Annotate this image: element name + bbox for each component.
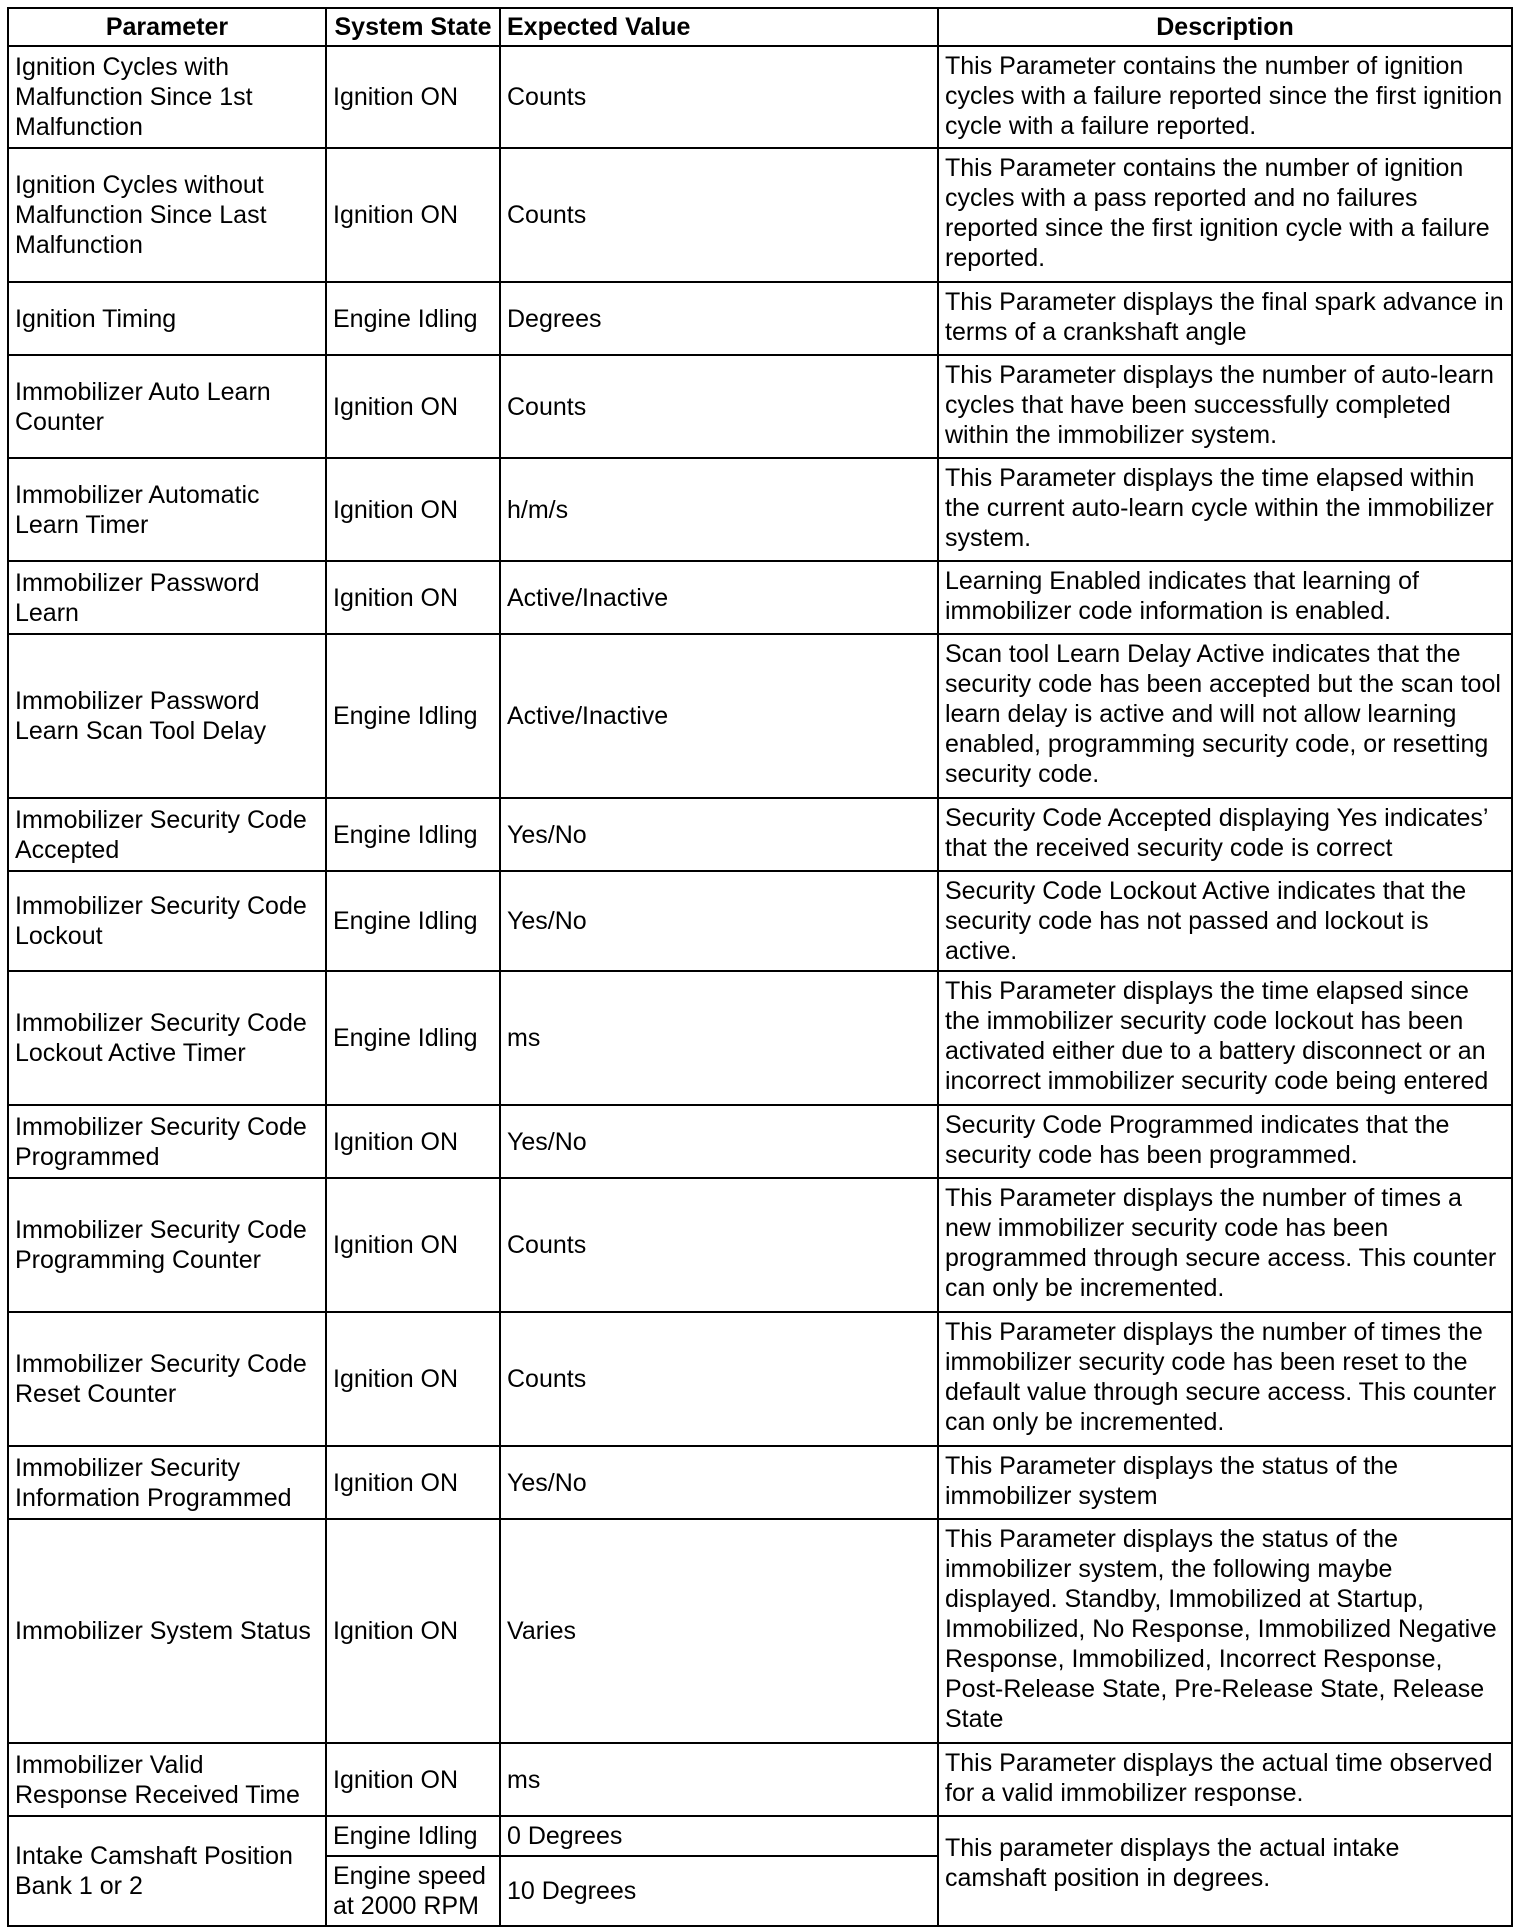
cell-system-state: Engine Idling [326, 634, 500, 798]
cell-parameter: Immobilizer Security Code Lockout Active Timer [8, 971, 326, 1105]
parameter-table [7, 7, 1513, 1927]
cell-description: This Parameter displays the number of times a new immobilizer security code has been programmed through secure access. This counter can only be incremented. [938, 1178, 1512, 1312]
cell-parameter: Immobilizer Password Learn Scan Tool Delay [8, 634, 326, 798]
table-row [8, 1816, 1512, 1856]
cell-expected-value: Degrees [500, 282, 938, 355]
cell-description: Learning Enabled indicates that learning of immobilizer code information is enabled. [938, 561, 1512, 634]
header-parameter: Parameter [8, 8, 326, 46]
cell-expected-value: Yes/No [500, 1446, 938, 1519]
cell-expected-value: Yes/No [500, 1105, 938, 1178]
cell-description: This Parameter displays the final spark advance in terms of a crankshaft angle [938, 282, 1512, 355]
cell-system-state: Ignition ON [326, 1446, 500, 1519]
cell-description: This Parameter displays the status of the immobilizer system [938, 1446, 1512, 1519]
cell-expected-value: Counts [500, 1312, 938, 1446]
cell-system-state: Ignition ON [326, 355, 500, 458]
cell-description: This Parameter contains the number of ignition cycles with a pass reported and no failures reported since the first ignition cycle with a failure reported. [938, 148, 1512, 282]
cell-system-state: Ignition ON [326, 148, 500, 282]
cell-expected-value: Counts [500, 1178, 938, 1312]
header-description: Description [938, 8, 1512, 46]
cell-expected-value: ms [500, 971, 938, 1105]
cell-system-state: Engine Idling [326, 971, 500, 1105]
cell-parameter: Immobilizer Automatic Learn Timer [8, 458, 326, 561]
table-row [8, 971, 1512, 1105]
cell-system-state: Ignition ON [326, 1312, 500, 1446]
cell-system-state: Ignition ON [326, 46, 500, 148]
cell-parameter: Immobilizer Security Code Programmed [8, 1105, 326, 1178]
table-row [8, 1519, 1512, 1743]
cell-system-state: Ignition ON [326, 1105, 500, 1178]
table-header-row [8, 8, 1512, 46]
cell-parameter: Ignition Cycles with Malfunction Since 1st Malfunction [8, 46, 326, 148]
cell-expected-value: Varies [500, 1519, 938, 1743]
header-system-state: System State [326, 8, 500, 46]
cell-system-state: Ignition ON [326, 1519, 500, 1743]
cell-parameter: Immobilizer Security Code Reset Counter [8, 1312, 326, 1446]
cell-expected-value: ms [500, 1743, 938, 1816]
cell-system-state: Ignition ON [326, 458, 500, 561]
cell-description: Security Code Lockout Active indicates that the security code has not passed and lockout is active. [938, 871, 1512, 971]
cell-expected-value: 10 Degrees [500, 1856, 938, 1926]
cell-expected-value: Yes/No [500, 798, 938, 871]
cell-description: This parameter displays the actual intake camshaft position in degrees. [938, 1816, 1512, 1926]
cell-expected-value: Counts [500, 355, 938, 458]
table-row [8, 1743, 1512, 1816]
table-row [8, 46, 1512, 148]
cell-description: This Parameter displays the time elapsed since the immobilizer security code lockout has been activated either due to a battery disconnect or an incorrect immobilizer security code being entered [938, 971, 1512, 1105]
cell-description: Security Code Accepted displaying Yes indicates’ that the received security code is correct [938, 798, 1512, 871]
cell-system-state: Ignition ON [326, 1178, 500, 1312]
cell-expected-value: Counts [500, 46, 938, 148]
cell-expected-value: Yes/No [500, 871, 938, 971]
table-row [8, 1446, 1512, 1519]
cell-parameter: Immobilizer Auto Learn Counter [8, 355, 326, 458]
cell-parameter: Immobilizer Security Information Programmed [8, 1446, 326, 1519]
table-row [8, 458, 1512, 561]
cell-system-state: Ignition ON [326, 561, 500, 634]
cell-system-state: Engine speed at 2000 RPM [326, 1856, 500, 1926]
table-row [8, 798, 1512, 871]
cell-expected-value: Active/Inactive [500, 634, 938, 798]
cell-parameter: Intake Camshaft Position Bank 1 or 2 [8, 1816, 326, 1926]
cell-parameter: Ignition Cycles without Malfunction Since Last Malfunction [8, 148, 326, 282]
cell-system-state: Engine Idling [326, 798, 500, 871]
cell-parameter: Immobilizer Valid Response Received Time [8, 1743, 326, 1816]
table-row [8, 561, 1512, 634]
cell-parameter: Immobilizer Security Code Accepted [8, 798, 326, 871]
cell-description: This Parameter displays the status of the immobilizer system, the following maybe displayed. Standby, Immobilized at Startup, Immobilized, No Response, Immobilized Negative Response, Immobilized, Incorrect Response, Post-Release State, Pre-Release State, Release State [938, 1519, 1512, 1743]
cell-parameter: Ignition Timing [8, 282, 326, 355]
cell-description: This Parameter displays the number of auto-learn cycles that have been successfully completed within the immobilizer system. [938, 355, 1512, 458]
cell-description: Security Code Programmed indicates that the security code has been programmed. [938, 1105, 1512, 1178]
cell-description: This Parameter displays the actual time observed for a valid immobilizer response. [938, 1743, 1512, 1816]
cell-description: This Parameter contains the number of ignition cycles with a failure reported since the first ignition cycle with a failure reported. [938, 46, 1512, 148]
table-row [8, 1105, 1512, 1178]
cell-description: This Parameter displays the number of times the immobilizer security code has been reset to the default value through secure access. This counter can only be incremented. [938, 1312, 1512, 1446]
table-row [8, 1312, 1512, 1446]
cell-parameter: Immobilizer Password Learn [8, 561, 326, 634]
table-row [8, 282, 1512, 355]
cell-expected-value: 0 Degrees [500, 1816, 938, 1856]
cell-description: Scan tool Learn Delay Active indicates that the security code has been accepted but the scan tool learn delay is active and will not allow learning enabled, programming security code, or resetting security code. [938, 634, 1512, 798]
cell-description: This Parameter displays the time elapsed within the current auto-learn cycle within the immobilizer system. [938, 458, 1512, 561]
table-row [8, 634, 1512, 798]
cell-parameter: Immobilizer Security Code Lockout [8, 871, 326, 971]
table-row [8, 148, 1512, 282]
cell-system-state: Engine Idling [326, 282, 500, 355]
cell-system-state: Engine Idling [326, 871, 500, 971]
table-row [8, 355, 1512, 458]
cell-parameter: Immobilizer System Status [8, 1519, 326, 1743]
cell-system-state: Engine Idling [326, 1816, 500, 1856]
table-row [8, 1178, 1512, 1312]
table-row [8, 871, 1512, 971]
cell-expected-value: Counts [500, 148, 938, 282]
cell-system-state: Ignition ON [326, 1743, 500, 1816]
cell-expected-value: Active/Inactive [500, 561, 938, 634]
cell-parameter: Immobilizer Security Code Programming Counter [8, 1178, 326, 1312]
cell-expected-value: h/m/s [500, 458, 938, 561]
header-expected-value: Expected Value [500, 8, 938, 46]
